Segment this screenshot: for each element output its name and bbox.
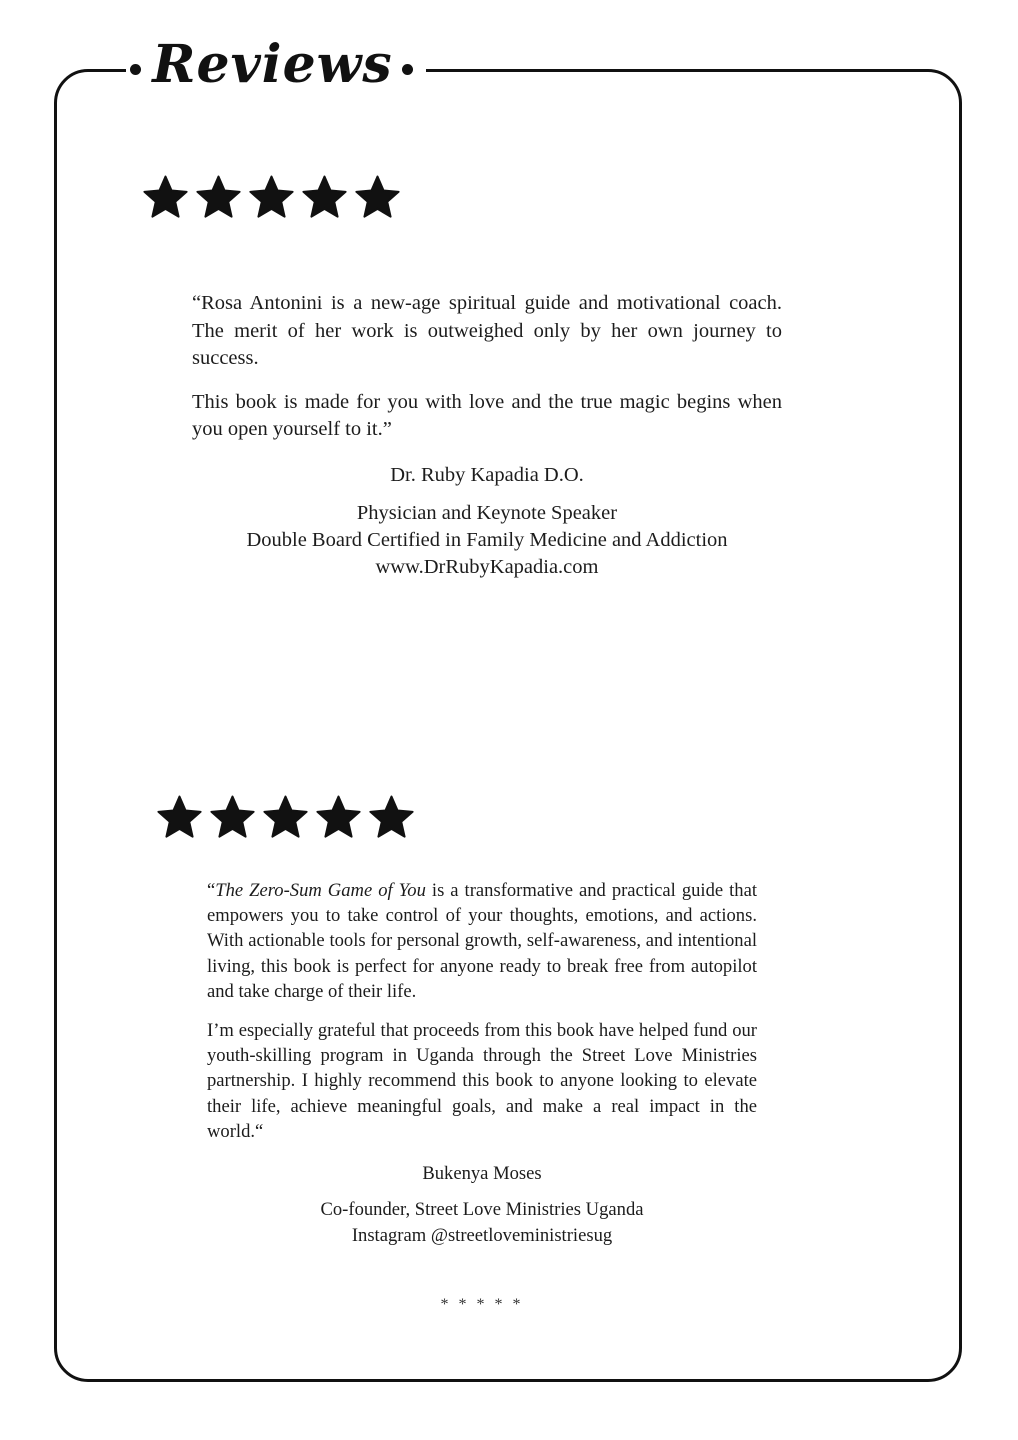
review-1-reviewer-details	[192, 500, 782, 581]
reviewer-social: Instagram @streetloveministriesug	[351, 1225, 613, 1246]
reviewer-title: Co-founder, Street Love Ministries Uganda	[320, 1199, 644, 1220]
star-icon	[262, 795, 309, 840]
rating-stars-review-2	[156, 795, 415, 840]
review-2-paragraph-2: I’m especially grateful that proceeds from this book have helped fund our youth-skilling program in Uganda through the Street Love Ministries partnership. I highly recommend this book to anyone looking to elevate their life, achieve meaningful goals, and make a real impact in the world.“	[207, 1020, 757, 1142]
star-icon	[368, 795, 415, 840]
review-2-reviewer-name	[207, 1161, 757, 1187]
book-title: The Zero-Sum Game of You	[215, 880, 426, 901]
title-dot-right	[402, 64, 413, 75]
open-quote: “	[207, 880, 216, 901]
reviewer-name: Dr. Ruby Kapadia D.O.	[390, 464, 584, 486]
rating-stars-review-1	[142, 175, 401, 220]
reviewer-website: www.DrRubyKapadia.com	[375, 556, 599, 578]
star-icon	[301, 175, 348, 220]
review-1-paragraph-1: “Rosa Antonini is a new-age spiritual guide and motivational coach. The merit of her work is outweighed only by her own journey to success.	[192, 292, 782, 369]
star-icon	[248, 175, 295, 220]
review-1-text	[192, 290, 782, 444]
end-mark: * * * * *	[440, 1296, 524, 1313]
review-2-reviewer-details	[207, 1197, 757, 1249]
review-2-paragraph-1	[207, 878, 757, 1004]
reviewer-credentials: Double Board Certified in Family Medicine and Addiction	[246, 529, 728, 551]
star-icon	[209, 795, 256, 840]
star-icon	[195, 175, 242, 220]
star-icon	[156, 795, 203, 840]
title-dot-left	[130, 64, 141, 75]
star-icon	[142, 175, 189, 220]
review-2-text	[207, 878, 757, 1144]
star-icon	[315, 795, 362, 840]
star-icon	[354, 175, 401, 220]
reviewer-name: Bukenya Moses	[422, 1163, 542, 1184]
review-2-paragraph-1-body: is a transformative and practical guide that empowers you to take control of your thoughts, emotions, and actions. With actionable tools for personal growth, self-awareness, and intentional living, this book is perfect for anyone ready to break free from autopilot and take charge of their life.	[207, 880, 758, 1002]
review-1-reviewer-name	[192, 462, 782, 489]
reviewer-title: Physician and Keynote Speaker	[356, 502, 618, 524]
page-title: Reviews	[152, 34, 393, 95]
review-1-paragraph-2: This book is made for you with love and the true magic begins when you open yourself to it.”	[192, 390, 782, 440]
